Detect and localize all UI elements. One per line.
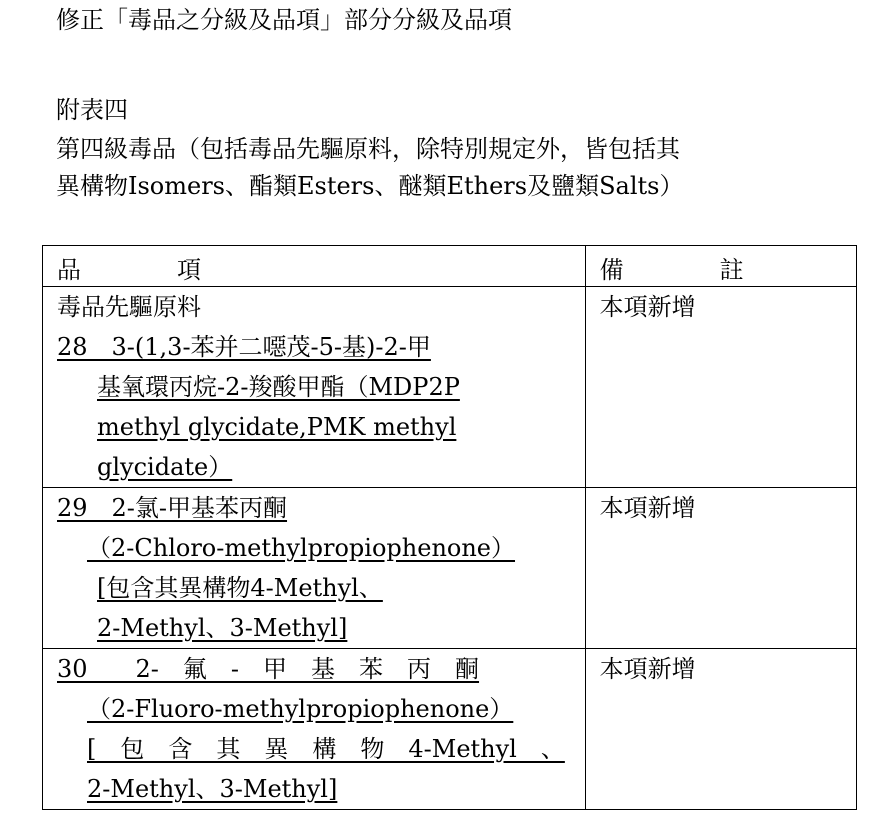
item-line: glycidate）: [97, 453, 233, 481]
table-title-line-2: 異構物Isomers、酯類Esters、醚類Ethers及鹽類Salts）: [56, 172, 684, 200]
drug-items-table: [42, 245, 857, 810]
section-label: 毒品先驅原料: [57, 293, 201, 321]
item-line: （2-Fluoro-methylpropiophenone）: [87, 695, 514, 723]
table-row: [43, 649, 857, 810]
item-line: 2-Methyl、3-Methyl]: [87, 775, 338, 803]
note-text: 本項新增: [599, 494, 696, 522]
item-line: 2-Methyl、3-Methyl]: [97, 614, 348, 642]
item-line: 29 2-氯-甲基苯丙酮: [57, 494, 288, 522]
item-line: 基氧環丙烷-2-羧酸甲酯（MDP2P: [97, 373, 460, 401]
table-row: [43, 488, 857, 649]
note-text: 本項新增: [599, 293, 696, 321]
header-item: 品 項: [57, 256, 201, 284]
item-line: 28 3-(1,3-苯并二噁茂-5-基)-2-甲: [57, 333, 431, 361]
item-line: [ 包 含 其 異 構 物 4-Methyl 、: [87, 735, 565, 763]
table-header-row: [43, 246, 857, 287]
header-note: 備 註: [599, 256, 744, 284]
note-cell: [585, 649, 856, 810]
annex-label: 附表四: [56, 96, 128, 124]
item-cell: [43, 649, 586, 810]
item-cell: [43, 488, 586, 649]
document-heading: 修正「毒品之分級及品項」部分分級及品項: [56, 6, 512, 34]
item-cell: [43, 287, 586, 488]
table-row: [43, 287, 857, 488]
item-line: [包含其異構物4-Methyl、: [97, 574, 383, 602]
item-line: methyl glycidate,PMK methyl: [97, 413, 457, 441]
note-cell: [585, 287, 856, 488]
item-line: （2-Chloro-methylpropiophenone）: [87, 534, 516, 562]
note-text: 本項新增: [599, 655, 696, 683]
note-cell: [585, 488, 856, 649]
item-line: 30 2- 氟 - 甲 基 苯 丙 酮: [57, 655, 480, 683]
table-title-line-1: 第四級毒品（包括毒品先驅原料，除特別規定外，皆包括其: [56, 135, 680, 163]
